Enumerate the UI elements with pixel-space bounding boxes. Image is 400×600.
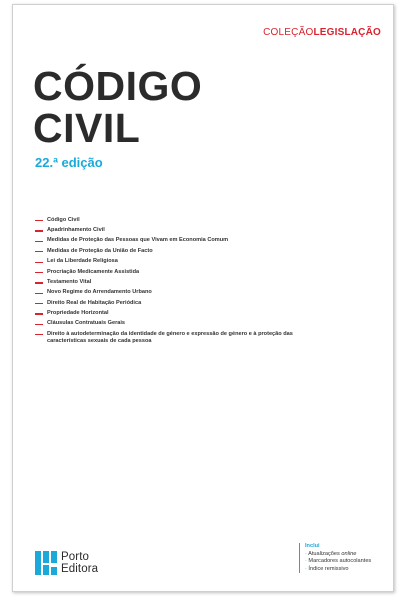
legislation-list-item [35, 246, 330, 256]
publisher-name-line1: Porto [61, 551, 89, 563]
includes-item-text: Atualizações [308, 550, 342, 557]
dash-bullet-icon [35, 282, 43, 283]
legislation-item-label: Novo Regime do Arrendamento Urbano [47, 289, 152, 296]
legislation-item-label: Apadrinhamento Civil [47, 227, 105, 234]
dot-bullet-icon: · [305, 565, 309, 572]
legislation-item-label: Lei da Liberdade Religiosa [47, 258, 118, 265]
publisher-logo [35, 549, 145, 577]
dash-bullet-icon [35, 272, 43, 273]
includes-items [305, 551, 400, 574]
collection-name: LEGISLAÇÃO [313, 27, 381, 38]
dot-bullet-icon: · [305, 550, 309, 557]
dash-bullet-icon [35, 334, 43, 335]
includes-item-text: Marcadores autocolantes [308, 558, 372, 565]
legislation-list-item [35, 298, 330, 308]
book-title-line2: CIVIL [33, 105, 141, 151]
book-cover [12, 4, 394, 592]
legislation-list-item [35, 329, 330, 346]
legislation-item-label: Cláusulas Contratuais Gerais [47, 320, 126, 327]
dash-bullet-icon [35, 251, 43, 252]
legislation-item-label: Código Civil [47, 216, 80, 223]
includes-item-text: Índice remissivo [308, 565, 349, 572]
legislation-list-item [35, 277, 330, 287]
legislation-item-label: Medidas de Proteção das Pessoas que Vivam em Economia Comum [47, 237, 229, 244]
legislation-list-item [35, 215, 330, 225]
legislation-item-label: Propriedade Horizontal [47, 310, 109, 317]
dash-bullet-icon [35, 241, 43, 242]
dash-bullet-icon [35, 313, 43, 314]
dash-bullet-icon [35, 303, 43, 304]
includes-heading: Inclui [305, 543, 320, 549]
dash-bullet-icon [35, 293, 43, 294]
legislation-list-item [35, 308, 330, 318]
legislation-item-label: Procriação Medicamente Assistida [47, 268, 140, 275]
book-title-line1: CÓDIGO [33, 63, 203, 109]
legislation-item-label: Direito Real de Habitação Periódica [47, 299, 142, 306]
legislation-list-item [35, 319, 330, 329]
collection-label [263, 27, 381, 38]
legislation-list-item [35, 225, 330, 235]
edition-label: 22.ª edição [35, 155, 103, 170]
includes-item [305, 566, 400, 574]
legislation-list-item [35, 257, 330, 267]
dash-bullet-icon [35, 230, 43, 231]
includes-item [305, 551, 400, 559]
includes-box [299, 543, 400, 573]
legislation-list-item [35, 267, 330, 277]
dash-bullet-icon [35, 324, 43, 325]
legislation-item-label: Direito à autodeterminação da identidade de género e expressão de género e à proteção das características sexuais de cada pessoa [47, 330, 293, 344]
includes-item [305, 558, 400, 566]
dash-bullet-icon [35, 220, 43, 221]
legislation-item-label: Testamento Vital [47, 278, 92, 285]
publisher-name [61, 551, 98, 575]
porto-editora-logo-icon [35, 551, 57, 575]
legislation-list [35, 215, 330, 347]
book-title [33, 65, 202, 149]
includes-item-emphasis: online [341, 550, 357, 557]
legislation-list-item [35, 236, 330, 246]
legislation-list-item [35, 288, 330, 298]
dash-bullet-icon [35, 262, 43, 263]
legislation-item-label: Medidas de Proteção da União de Facto [47, 247, 153, 254]
dot-bullet-icon: · [305, 558, 309, 565]
collection-prefix: COLEÇÃO [263, 27, 314, 38]
publisher-name-line2: Editora [61, 563, 99, 575]
